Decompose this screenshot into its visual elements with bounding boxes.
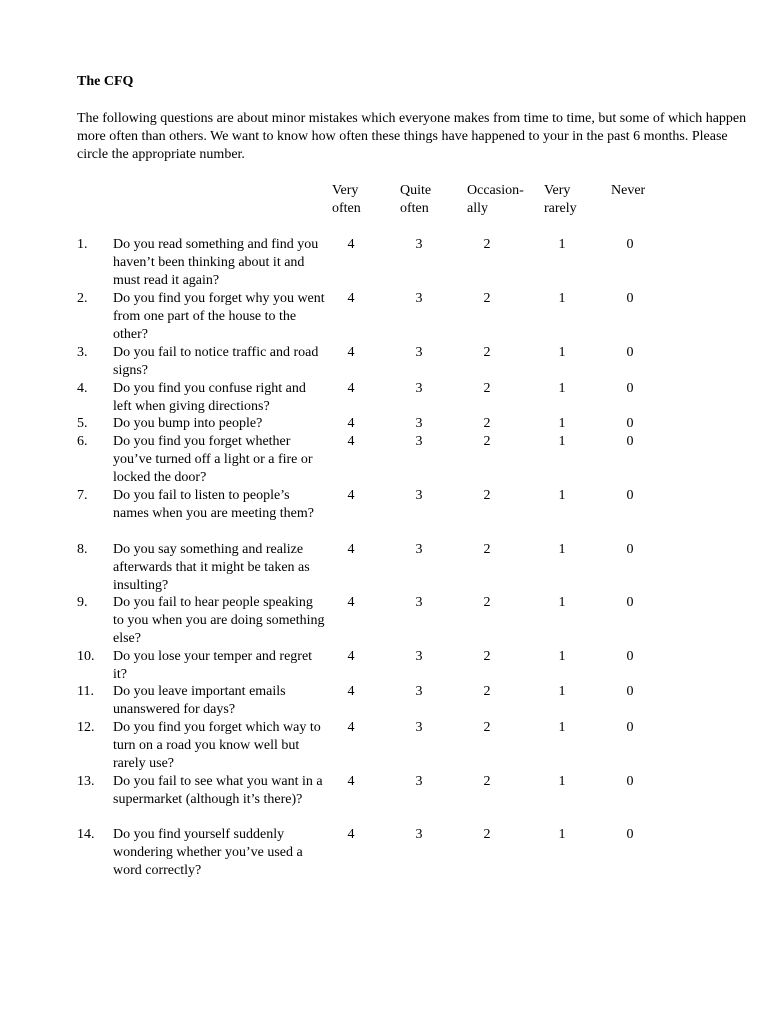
rating-option-very-rarely[interactable]: 1 — [558, 542, 566, 557]
rating-option-occasionally[interactable]: 2 — [483, 720, 491, 735]
question-number: 12. — [77, 720, 95, 735]
rating-option-quite-often[interactable]: 3 — [415, 381, 423, 396]
question-number: 1. — [77, 237, 88, 252]
rating-option-quite-often[interactable]: 3 — [415, 595, 423, 610]
question-text: Do you leave important emails unanswered for days? — [113, 684, 286, 717]
rating-option-occasionally[interactable]: 2 — [483, 345, 491, 360]
question-text: Do you find you confuse right and left when giving directions? — [113, 381, 306, 414]
rating-option-never[interactable]: 0 — [626, 827, 634, 842]
rating-option-very-rarely[interactable]: 1 — [558, 827, 566, 842]
rating-option-very-often[interactable]: 4 — [347, 542, 355, 557]
rating-option-very-rarely[interactable]: 1 — [558, 416, 566, 431]
rating-option-very-rarely[interactable]: 1 — [558, 345, 566, 360]
question-text: Do you find yourself suddenly wondering whether you’ve used a word correctly? — [113, 827, 303, 878]
rating-option-very-rarely[interactable]: 1 — [558, 291, 566, 306]
question-text: Do you fail to see what you want in a supermarket (although it’s there)? — [113, 774, 323, 807]
rating-option-quite-often[interactable]: 3 — [415, 774, 423, 789]
question-text: Do you fail to listen to people’s names when you are meeting them? — [113, 488, 314, 521]
rating-option-never[interactable]: 0 — [626, 649, 634, 664]
question-text: Do you lose your temper and regret it? — [113, 649, 313, 682]
rating-option-occasionally[interactable]: 2 — [483, 774, 491, 789]
question-text: Do you find you forget whether you’ve turned off a light or a fire or locked the door? — [113, 434, 313, 485]
rating-option-never[interactable]: 0 — [626, 416, 634, 431]
question-number: 6. — [77, 434, 88, 449]
question-text: Do you read something and find you haven’t been thinking about it and must read it again? — [113, 237, 319, 288]
rating-option-very-often[interactable]: 4 — [347, 345, 355, 360]
rating-option-occasionally[interactable]: 2 — [483, 291, 491, 306]
rating-option-very-rarely[interactable]: 1 — [558, 774, 566, 789]
rating-option-very-often[interactable]: 4 — [347, 416, 355, 431]
rating-option-never[interactable]: 0 — [626, 542, 634, 557]
question-number: 8. — [77, 542, 88, 557]
question-number: 11. — [77, 684, 94, 699]
rating-option-very-often[interactable]: 4 — [347, 381, 355, 396]
rating-option-quite-often[interactable]: 3 — [415, 827, 423, 842]
rating-option-quite-often[interactable]: 3 — [415, 488, 423, 503]
rating-option-never[interactable]: 0 — [626, 684, 634, 699]
rating-option-never[interactable]: 0 — [626, 720, 634, 735]
rating-option-never[interactable]: 0 — [626, 381, 634, 396]
rating-option-occasionally[interactable]: 2 — [483, 827, 491, 842]
question-number: 4. — [77, 381, 88, 396]
rating-option-occasionally[interactable]: 2 — [483, 542, 491, 557]
rating-option-occasionally[interactable]: 2 — [483, 381, 491, 396]
question-number: 10. — [77, 649, 95, 664]
rating-option-occasionally[interactable]: 2 — [483, 416, 491, 431]
rating-option-occasionally[interactable]: 2 — [483, 237, 491, 252]
rating-option-occasionally[interactable]: 2 — [483, 488, 491, 503]
rating-option-very-often[interactable]: 4 — [347, 595, 355, 610]
rating-option-very-rarely[interactable]: 1 — [558, 649, 566, 664]
rating-option-very-rarely[interactable]: 1 — [558, 684, 566, 699]
rating-option-quite-often[interactable]: 3 — [415, 345, 423, 360]
question-number: 2. — [77, 291, 88, 306]
question-text: Do you find you forget why you went from one part of the house to the other? — [113, 291, 325, 342]
column-header-never: Never — [611, 183, 646, 198]
question-number: 14. — [77, 827, 95, 842]
question-number: 13. — [77, 774, 95, 789]
rating-option-very-often[interactable]: 4 — [347, 434, 355, 449]
question-number: 3. — [77, 345, 88, 360]
rating-option-never[interactable]: 0 — [626, 434, 634, 449]
column-header-occasionally: Occasion- ally — [467, 183, 524, 216]
rating-option-never[interactable]: 0 — [626, 345, 634, 360]
rating-option-very-often[interactable]: 4 — [347, 720, 355, 735]
rating-option-quite-often[interactable]: 3 — [415, 291, 423, 306]
rating-option-very-rarely[interactable]: 1 — [558, 720, 566, 735]
column-header-very-often: Very often — [332, 183, 361, 216]
rating-option-quite-often[interactable]: 3 — [415, 720, 423, 735]
question-text: Do you say something and realize afterwards that it might be taken as insulting? — [113, 542, 310, 593]
column-header-very-rarely: Very rarely — [544, 183, 577, 216]
rating-option-occasionally[interactable]: 2 — [483, 684, 491, 699]
question-text: Do you fail to hear people speaking to you when you are doing something else? — [113, 595, 325, 646]
question-text: Do you fail to notice traffic and road signs? — [113, 345, 319, 378]
rating-option-very-rarely[interactable]: 1 — [558, 488, 566, 503]
column-header-quite-often: Quite often — [400, 183, 432, 216]
rating-option-quite-often[interactable]: 3 — [415, 237, 423, 252]
rating-option-very-often[interactable]: 4 — [347, 827, 355, 842]
rating-option-quite-often[interactable]: 3 — [415, 684, 423, 699]
rating-option-never[interactable]: 0 — [626, 488, 634, 503]
rating-option-occasionally[interactable]: 2 — [483, 649, 491, 664]
rating-option-very-often[interactable]: 4 — [347, 488, 355, 503]
question-text: Do you bump into people? — [113, 416, 263, 431]
rating-option-never[interactable]: 0 — [626, 774, 634, 789]
rating-option-never[interactable]: 0 — [626, 237, 634, 252]
rating-option-very-rarely[interactable]: 1 — [558, 381, 566, 396]
rating-option-very-often[interactable]: 4 — [347, 649, 355, 664]
question-number: 5. — [77, 416, 88, 431]
rating-option-very-rarely[interactable]: 1 — [558, 237, 566, 252]
rating-option-occasionally[interactable]: 2 — [483, 434, 491, 449]
rating-option-very-rarely[interactable]: 1 — [558, 434, 566, 449]
rating-option-very-often[interactable]: 4 — [347, 684, 355, 699]
rating-option-quite-often[interactable]: 3 — [415, 434, 423, 449]
question-number: 7. — [77, 488, 88, 503]
rating-option-very-often[interactable]: 4 — [347, 774, 355, 789]
question-text: Do you find you forget which way to turn on a road you know well but rarely use? — [113, 720, 321, 771]
rating-option-never[interactable]: 0 — [626, 291, 634, 306]
instructions-paragraph: The following questions are about minor mistakes which everyone makes from time to time, but some of which happen more often than others. We want to know how often these things have happened to your in the past 6 months. Please circle the appropriate number. — [77, 111, 747, 162]
rating-option-never[interactable]: 0 — [626, 595, 634, 610]
rating-option-quite-often[interactable]: 3 — [415, 542, 423, 557]
rating-option-quite-often[interactable]: 3 — [415, 649, 423, 664]
rating-option-occasionally[interactable]: 2 — [483, 595, 491, 610]
rating-option-very-rarely[interactable]: 1 — [558, 595, 566, 610]
rating-option-very-often[interactable]: 4 — [347, 237, 355, 252]
rating-option-very-often[interactable]: 4 — [347, 291, 355, 306]
question-number: 9. — [77, 595, 88, 610]
rating-option-quite-often[interactable]: 3 — [415, 416, 423, 431]
page-title: The CFQ — [77, 74, 134, 89]
